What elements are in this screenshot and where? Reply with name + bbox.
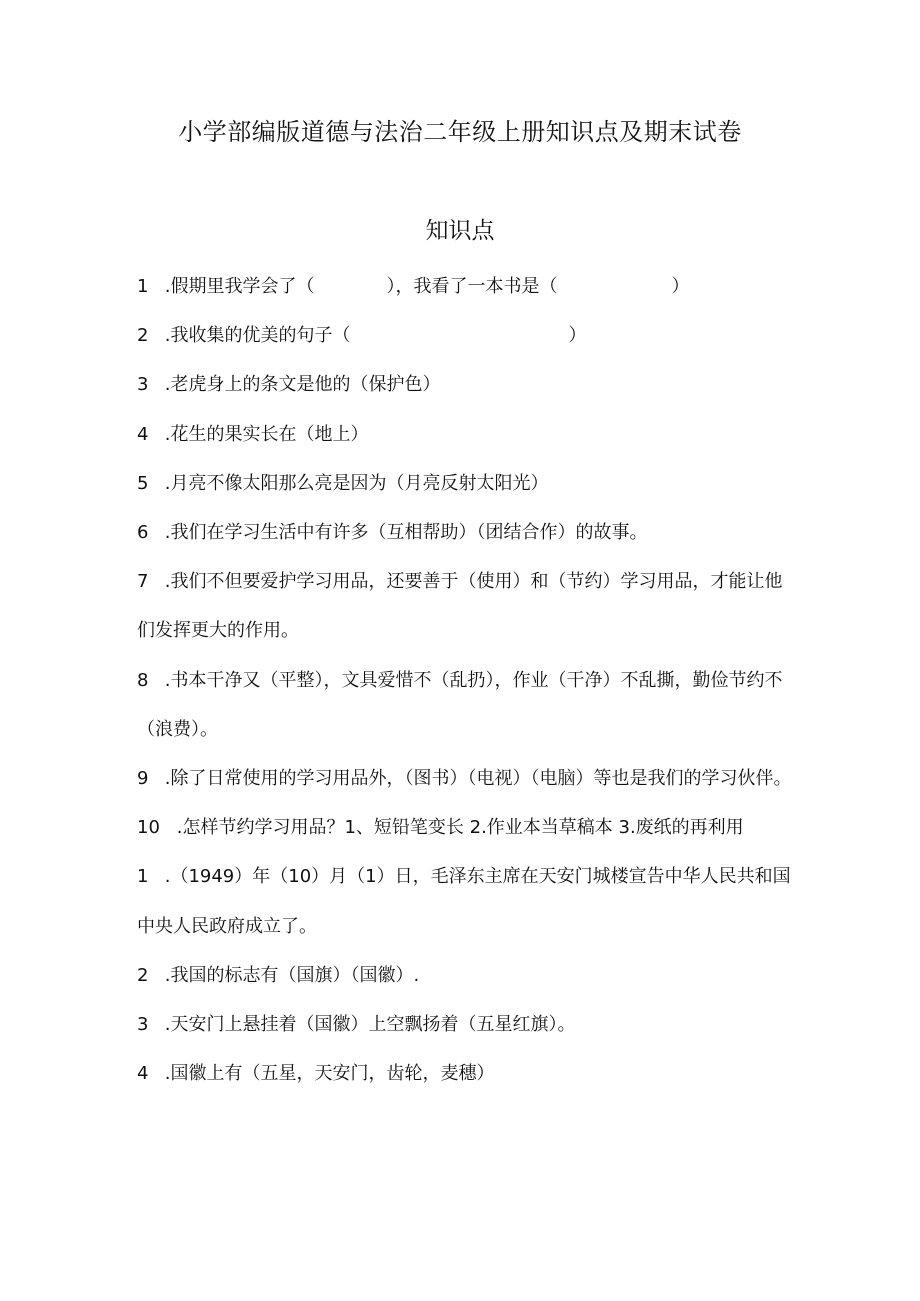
item-text: .假期里我学会了（ <box>159 276 315 297</box>
item-number: 3 <box>137 374 149 396</box>
item-number: 6 <box>137 522 149 544</box>
list-item <box>137 656 797 754</box>
item-number: 4 <box>137 423 149 445</box>
item-text: .国徽上有（五星，天安门，齿轮，麦穗） <box>159 1063 495 1085</box>
list-item <box>137 1049 797 1098</box>
item-text: .书本干净又（平整），文具爱惜不（乱扔），作业（干净）不乱撕，勤俭节约不（浪费）。 <box>137 669 783 740</box>
item-text: .月亮不像太阳那么亮是因为（月亮反射太阳光） <box>159 472 549 494</box>
item-text: ） <box>671 276 690 297</box>
item-number: 8 <box>137 669 149 691</box>
item-number: 1 <box>137 866 149 888</box>
item-text: .老虎身上的条文是他的（保护色） <box>159 374 441 396</box>
item-number: 5 <box>137 472 149 494</box>
item-text: ） <box>568 325 587 347</box>
item-text: .（1949）年（10）月（1）日，毛泽东主席在天安门城楼宣告中华人民共和国中央人民政府成立了。 <box>137 866 791 937</box>
list-item <box>137 262 797 311</box>
item-number: 2 <box>137 325 149 347</box>
item-text: .花生的果实长在（地上） <box>159 423 369 445</box>
item-text: .我们在学习生活中有许多（互相帮助）（团结合作）的故事。 <box>159 522 648 544</box>
list-item <box>137 459 797 508</box>
item-text: ），我看了一本书是（ <box>386 276 558 297</box>
list-item <box>137 360 797 409</box>
list-item <box>137 410 797 459</box>
item-number: 7 <box>137 571 149 593</box>
item-text: .除了日常使用的学习用品外，（图书）（电视）（电脑）等也是我们的学习伙伴。 <box>159 768 792 790</box>
item-text: .我国的标志有（国旗）（国徽）. <box>159 964 420 986</box>
knowledge-point-list <box>137 262 797 1098</box>
item-text: .我们不但要爱护学习用品，还要善于（使用）和（节约）学习用品，才能让他们发挥更大的作用。 <box>137 571 783 642</box>
item-number: 4 <box>137 1063 149 1085</box>
item-text: .怎样节约学习用品？1、短铅笔变长 2.作业本当草稿本 3.废纸的再利用 <box>171 817 744 839</box>
section-heading: 知识点 <box>425 218 495 244</box>
item-number: 9 <box>137 768 149 790</box>
list-item <box>137 557 797 655</box>
item-text: .天安门上悬挂着（国徽）上空飘扬着（五星红旗）。 <box>159 1014 576 1036</box>
item-number: 2 <box>137 964 149 986</box>
item-number: 10 <box>137 817 160 839</box>
list-item <box>137 508 797 557</box>
list-item <box>137 1000 797 1049</box>
list-item <box>137 311 797 360</box>
list-item <box>137 803 797 852</box>
item-text: .我收集的优美的句子（ <box>159 325 351 347</box>
list-item <box>137 852 797 950</box>
item-number: 1 <box>137 276 149 297</box>
list-item <box>137 951 797 1000</box>
item-number: 3 <box>137 1014 149 1036</box>
list-item <box>137 754 797 803</box>
document-title: 小学部编版道德与法治二年级上册知识点及期末试卷 <box>178 118 742 146</box>
